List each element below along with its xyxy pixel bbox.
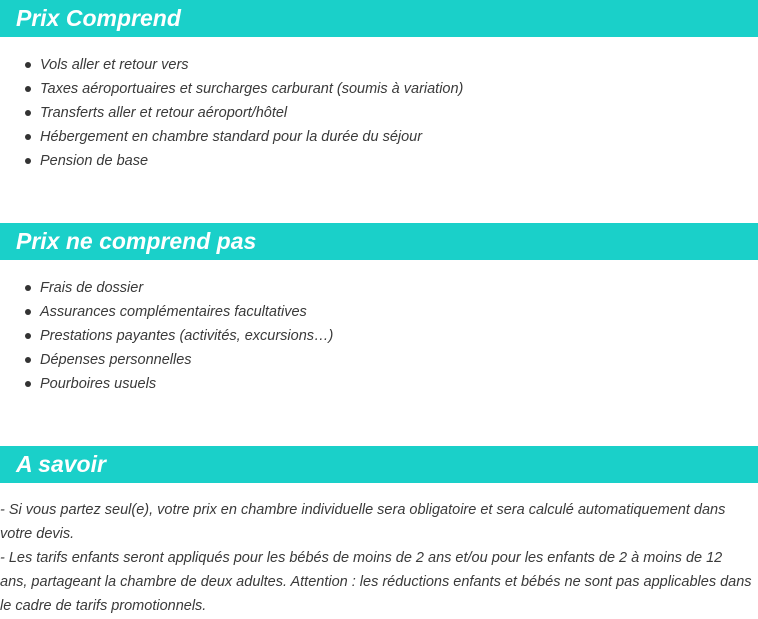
section-title: Prix Comprend	[16, 5, 181, 31]
list-item-text: Prestations payantes (activités, excursions…)	[40, 328, 334, 344]
section-title: A savoir	[16, 451, 106, 477]
list-item	[0, 300, 333, 324]
list-item	[0, 372, 333, 396]
a-savoir-paragraph: - Si vous partez seul(e), votre prix en chambre individuelle sera obligatoire et sera calculé automatiquement dans votre devis.	[0, 502, 726, 542]
section-header-prix-comprend	[0, 0, 758, 37]
list-item-text: Hébergement en chambre standard pour la durée du séjour	[40, 129, 423, 145]
list-item	[0, 324, 333, 348]
bullet-icon	[25, 285, 31, 291]
list-item-text: Taxes aéroportuaires et surcharges carburant (soumis à variation)	[40, 81, 464, 97]
list-item	[0, 53, 463, 77]
bullet-icon	[25, 381, 31, 387]
bullet-icon	[25, 158, 31, 164]
bullet-icon	[25, 110, 31, 116]
a-savoir-text	[0, 498, 752, 618]
bullet-icon	[25, 86, 31, 92]
list-item-text: Vols aller et retour vers	[40, 57, 189, 73]
list-item-text: Dépenses personnelles	[40, 352, 192, 368]
a-savoir-paragraph: - Les tarifs enfants seront appliqués pour les bébés de moins de 2 ans et/ou pour les enfants de 2 à moins de 12 ans, partageant la chambre de deux adultes. Attention : les réductions enfants et bébés ne sont pas applicables dans le cadre de tarifs promotionnels.	[0, 550, 752, 614]
list-item	[0, 77, 463, 101]
bullet-icon	[25, 134, 31, 140]
bullet-icon	[25, 333, 31, 339]
list-item	[0, 101, 463, 125]
section-header-a-savoir	[0, 446, 758, 483]
section-header-prix-ne-comprend-pas	[0, 223, 758, 260]
list-item	[0, 125, 463, 149]
list-item	[0, 149, 463, 173]
bullet-icon	[25, 309, 31, 315]
list-prix-ne-comprend-pas	[0, 276, 333, 396]
list-item-text: Transferts aller et retour aéroport/hôtel	[40, 105, 288, 121]
list-item-text: Pourboires usuels	[40, 376, 157, 392]
list-item	[0, 276, 333, 300]
list-item-text: Assurances complémentaires facultatives	[40, 304, 307, 320]
list-item-text: Pension de base	[40, 153, 149, 169]
list-prix-comprend	[0, 53, 463, 173]
section-title: Prix ne comprend pas	[16, 228, 257, 254]
bullet-icon	[25, 357, 31, 363]
list-item-text: Frais de dossier	[40, 280, 144, 296]
list-item	[0, 348, 333, 372]
bullet-icon	[25, 62, 31, 68]
